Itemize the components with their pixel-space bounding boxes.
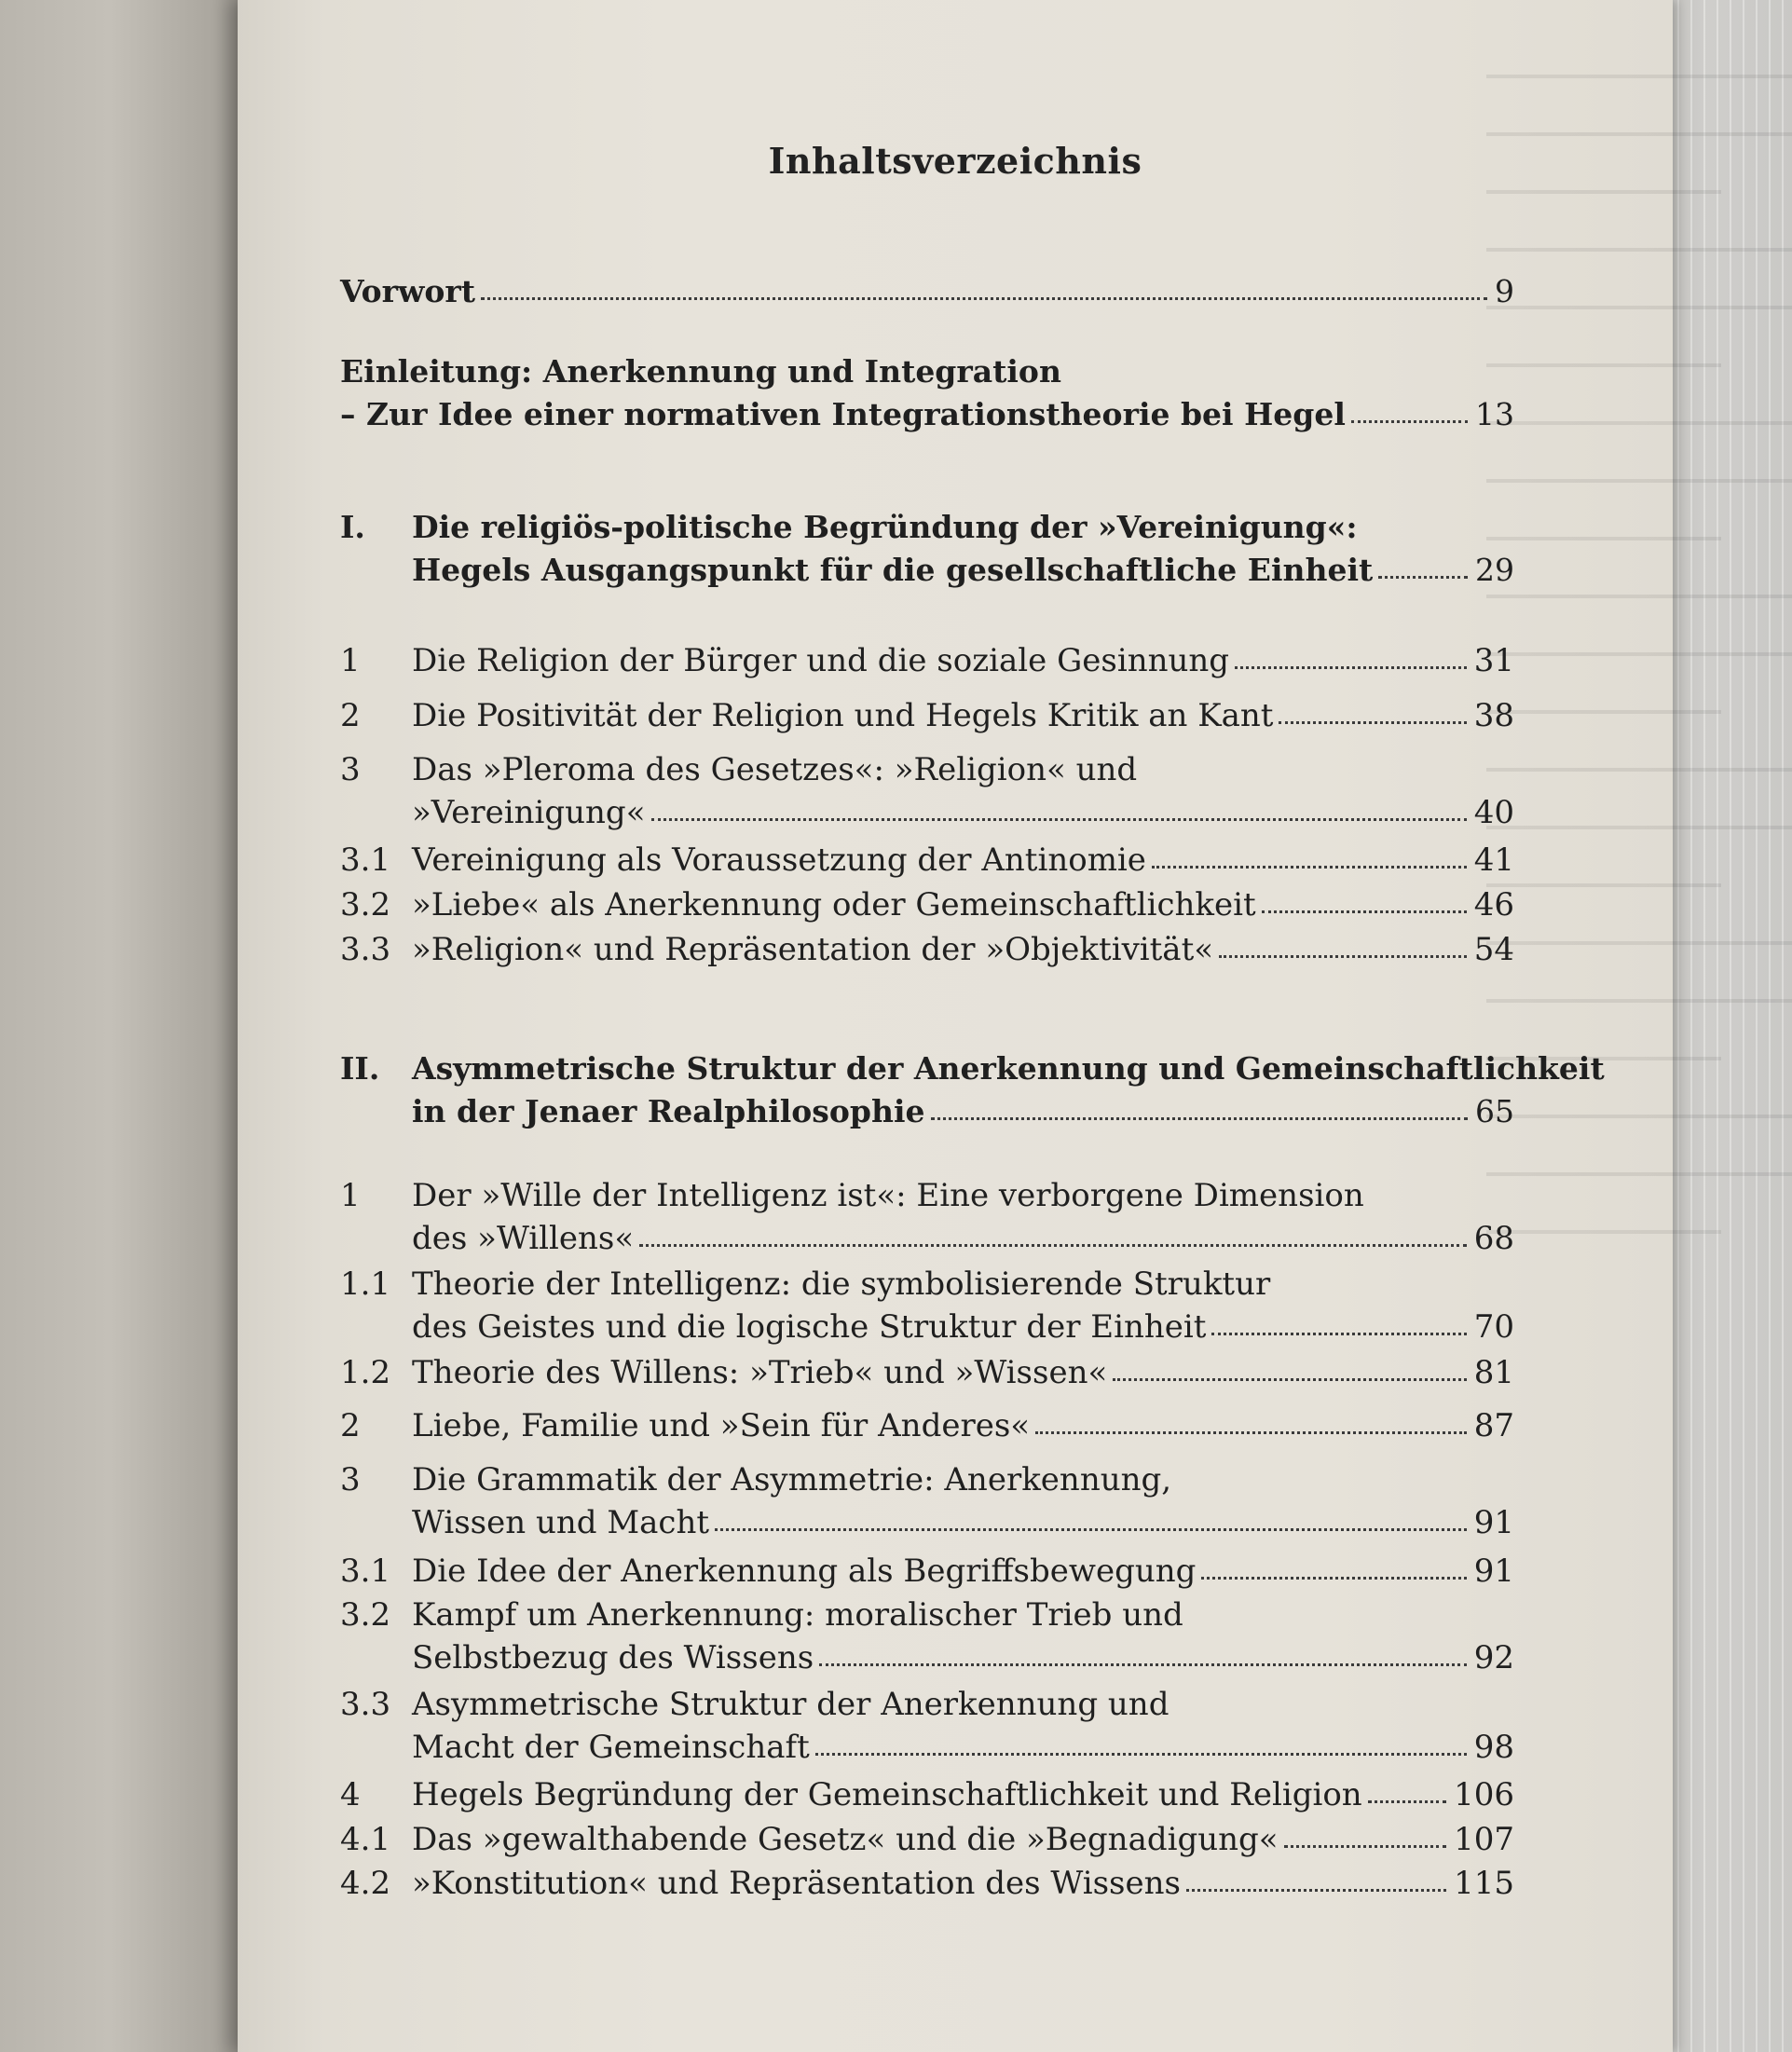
dot-leader bbox=[1219, 927, 1467, 958]
dot-leader bbox=[1152, 838, 1467, 869]
toc-page-number: 9 bbox=[1495, 273, 1514, 309]
toc-entry-title: Kampf um Anerkennung: moralischer Trieb und bbox=[412, 1596, 1183, 1634]
toc-entry[interactable] bbox=[340, 1818, 1514, 1861]
toc-entry-title: Die religiös-politische Begründung der »Vereinigung«: bbox=[412, 509, 1358, 545]
toc-entry-number: 4.1 bbox=[340, 1821, 391, 1858]
toc-entry-title: Die Religion der Bürger und die soziale Gesinnung bbox=[412, 642, 1230, 679]
toc-entry-title: »Konstitution« und Repräsentation des Wissens bbox=[412, 1865, 1181, 1902]
dot-leader bbox=[1262, 882, 1467, 913]
toc-page-number: 13 bbox=[1475, 396, 1514, 432]
toc-entry[interactable] bbox=[340, 1047, 1605, 1133]
toc-page-number: 81 bbox=[1473, 1354, 1514, 1391]
dot-leader bbox=[931, 1089, 1469, 1120]
dot-leader bbox=[1368, 1772, 1446, 1803]
toc-page-number: 87 bbox=[1473, 1407, 1514, 1444]
toc-page-number: 29 bbox=[1475, 552, 1514, 588]
toc-entry[interactable] bbox=[340, 1683, 1514, 1769]
toc-entry-number: 3.3 bbox=[340, 1686, 391, 1723]
toc-page-number: 91 bbox=[1473, 1553, 1514, 1590]
background-stripes bbox=[1677, 0, 1792, 2052]
toc-entry-number: 3.1 bbox=[340, 841, 391, 879]
dot-leader bbox=[1201, 1549, 1466, 1580]
toc-entry-title: Theorie des Willens: »Trieb« und »Wissen« bbox=[412, 1354, 1108, 1391]
toc-entry-title: Vorwort bbox=[340, 273, 476, 309]
toc-entry-title: Das »gewalthabende Gesetz« und die »Begnadigung« bbox=[412, 1821, 1279, 1858]
toc-entry-number: 2 bbox=[340, 1407, 361, 1444]
dot-leader bbox=[1035, 1403, 1467, 1434]
toc-entry-title: Asymmetrische Struktur der Anerkennung und bbox=[412, 1686, 1170, 1723]
toc-page-number: 40 bbox=[1473, 794, 1514, 831]
toc-entry[interactable] bbox=[340, 1773, 1514, 1816]
toc-page-number: 68 bbox=[1473, 1220, 1514, 1257]
toc-entry-number: II. bbox=[340, 1050, 380, 1087]
toc-entry-number: 3 bbox=[340, 1461, 361, 1498]
book-left-shadow bbox=[0, 0, 244, 2052]
toc-entry[interactable] bbox=[340, 1862, 1514, 1905]
toc-entry[interactable] bbox=[340, 639, 1514, 682]
toc-entry-title: Hegels Ausgangspunkt für die gesellschaftliche Einheit bbox=[412, 552, 1374, 588]
toc-entry-title: Liebe, Familie und »Sein für Anderes« bbox=[412, 1407, 1031, 1444]
toc-entry-title: Der »Wille der Intelligenz ist«: Eine verborgene Dimension bbox=[412, 1177, 1364, 1214]
toc-entry-title: Selbstbezug des Wissens bbox=[412, 1639, 814, 1676]
dot-leader bbox=[1351, 392, 1468, 423]
toc-entry[interactable] bbox=[340, 883, 1514, 926]
dot-leader bbox=[651, 790, 1467, 821]
toc-page-number: 65 bbox=[1475, 1093, 1514, 1129]
toc-entry-number: 1 bbox=[340, 1177, 361, 1214]
toc-entry[interactable] bbox=[340, 1404, 1514, 1447]
dot-leader bbox=[1235, 638, 1467, 669]
toc-entry[interactable] bbox=[340, 1550, 1514, 1593]
toc-entry[interactable] bbox=[340, 928, 1514, 971]
toc-page-number: 31 bbox=[1473, 642, 1514, 679]
dot-leader bbox=[1186, 1861, 1446, 1892]
toc-page-number: 106 bbox=[1454, 1776, 1514, 1813]
toc-entry-number: 3.1 bbox=[340, 1553, 391, 1590]
toc-entry-number: 4.2 bbox=[340, 1865, 391, 1902]
toc-entry-title: Die Grammatik der Asymmetrie: Anerkennung, bbox=[412, 1461, 1172, 1498]
toc-entry-title: Vereinigung als Voraussetzung der Antinomie bbox=[412, 841, 1146, 879]
toc-entry[interactable] bbox=[340, 1594, 1514, 1679]
dot-leader bbox=[715, 1500, 1467, 1531]
toc-page-number: 54 bbox=[1473, 931, 1514, 968]
toc-entry[interactable] bbox=[340, 748, 1514, 834]
toc-page-number: 91 bbox=[1473, 1504, 1514, 1541]
toc-entry-title: »Religion« und Repräsentation der »Objektivität« bbox=[412, 931, 1214, 968]
toc-entry[interactable] bbox=[340, 1458, 1514, 1544]
dot-leader bbox=[1211, 1305, 1466, 1335]
toc-entry[interactable] bbox=[340, 506, 1514, 592]
toc-entry-number: 1.2 bbox=[340, 1354, 391, 1391]
dot-leader bbox=[481, 269, 1487, 300]
toc-entry[interactable] bbox=[340, 1351, 1514, 1394]
toc-entry[interactable] bbox=[340, 350, 1514, 436]
toc-entry-title: Die Positivität der Religion und Hegels Kritik an Kant bbox=[412, 697, 1274, 734]
page-title: Inhaltsverzeichnis bbox=[768, 140, 1142, 182]
toc-entry-title: Hegels Begründung der Gemeinschaftlichkeit und Religion bbox=[412, 1776, 1362, 1813]
toc-entry-number: 3.2 bbox=[340, 1596, 391, 1634]
toc-entry-number: 3.3 bbox=[340, 931, 391, 968]
toc-entry-number: 3 bbox=[340, 751, 361, 788]
toc-entry-title: Theorie der Intelligenz: die symbolisierende Struktur bbox=[412, 1265, 1271, 1303]
toc-entry-number: 1.1 bbox=[340, 1265, 391, 1303]
toc-entry-title: Einleitung: Anerkennung und Integration bbox=[340, 353, 1061, 390]
toc-entry[interactable] bbox=[340, 694, 1514, 737]
toc-entry-title: »Liebe« als Anerkennung oder Gemeinschaftlichkeit bbox=[412, 886, 1256, 923]
toc-entry-title: »Vereinigung« bbox=[412, 794, 646, 831]
dot-leader bbox=[639, 1216, 1467, 1247]
toc-entry-title: Die Idee der Anerkennung als Begriffsbewegung bbox=[412, 1553, 1197, 1590]
toc-page-number: 98 bbox=[1473, 1729, 1514, 1766]
toc-entry-title: Wissen und Macht bbox=[412, 1504, 709, 1541]
toc-entry-number: I. bbox=[340, 509, 365, 545]
dot-leader bbox=[815, 1725, 1467, 1756]
dot-leader bbox=[819, 1635, 1467, 1666]
dot-leader bbox=[1284, 1817, 1446, 1848]
toc-entry[interactable] bbox=[340, 1263, 1514, 1348]
toc-entry-title: in der Jenaer Realphilosophie bbox=[412, 1093, 925, 1129]
toc-entry[interactable] bbox=[340, 839, 1514, 882]
toc-page-number: 92 bbox=[1473, 1639, 1514, 1676]
toc-entry[interactable] bbox=[340, 1174, 1514, 1260]
dot-leader bbox=[1279, 693, 1466, 724]
toc-page-number: 46 bbox=[1473, 886, 1514, 923]
toc-page-number: 115 bbox=[1454, 1865, 1514, 1902]
toc-entry-title: Asymmetrische Struktur der Anerkennung und Gemeinschaftlichkeit bbox=[412, 1050, 1605, 1087]
toc-entry-number: 1 bbox=[340, 642, 361, 679]
toc-entry-title: – Zur Idee einer normativen Integrationstheorie bei Hegel bbox=[340, 396, 1346, 432]
toc-page-number: 70 bbox=[1473, 1308, 1514, 1346]
toc-entry-title: des »Willens« bbox=[412, 1220, 635, 1257]
toc-entry-title: des Geistes und die logische Struktur der Einheit bbox=[412, 1308, 1207, 1346]
toc-page-number: 38 bbox=[1473, 697, 1514, 734]
toc-entry[interactable] bbox=[340, 270, 1514, 313]
toc-entry-number: 3.2 bbox=[340, 886, 391, 923]
toc-entry-title: Macht der Gemeinschaft bbox=[412, 1729, 810, 1766]
toc-entry-number: 2 bbox=[340, 697, 361, 734]
toc-page-number: 41 bbox=[1473, 841, 1514, 879]
toc-entry-number: 4 bbox=[340, 1776, 361, 1813]
dot-leader bbox=[1113, 1350, 1466, 1381]
dot-leader bbox=[1378, 548, 1468, 579]
toc-page-number: 107 bbox=[1454, 1821, 1514, 1858]
toc-entry-title: Das »Pleroma des Gesetzes«: »Religion« und bbox=[412, 751, 1138, 788]
